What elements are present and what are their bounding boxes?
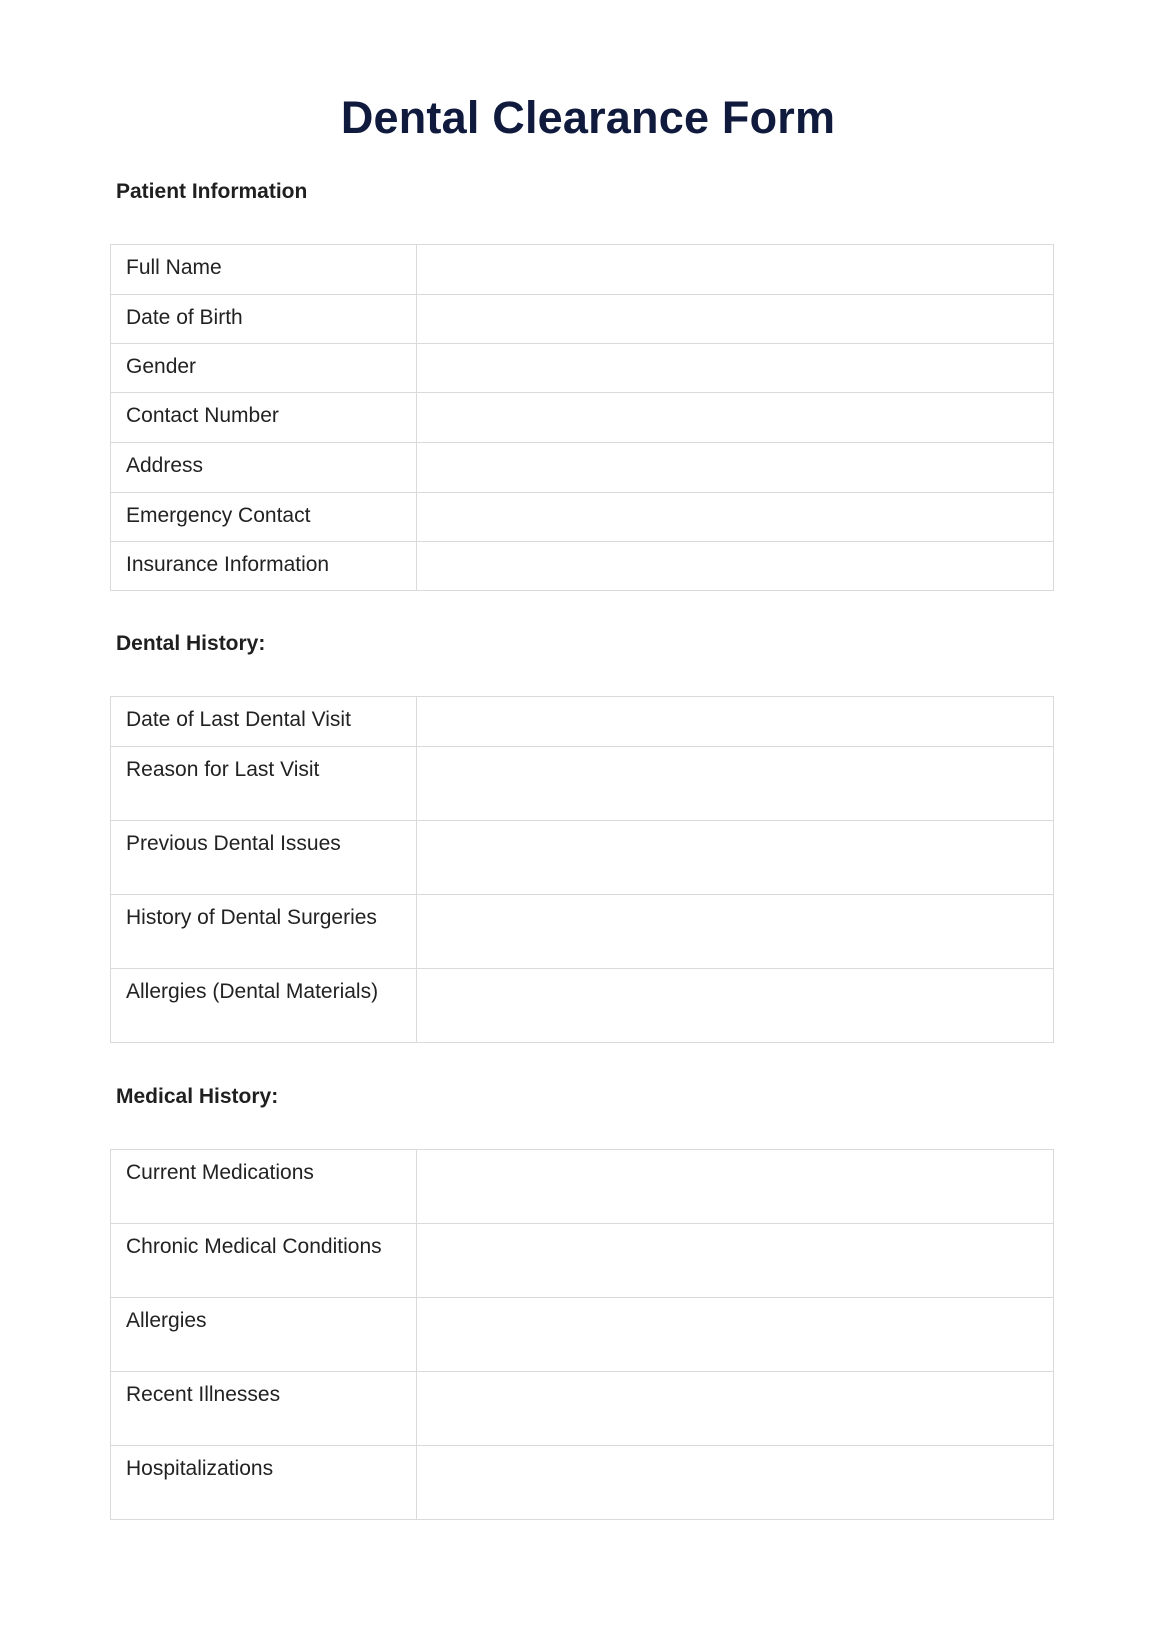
field-label-contact-number: Contact Number [111,393,417,443]
field-input-address[interactable] [417,443,1054,493]
field-input-previous-dental-issues[interactable] [417,821,1054,895]
field-input-gender[interactable] [417,344,1054,393]
field-label-allergies: Allergies [111,1298,417,1372]
table-row [111,1150,1054,1224]
table-row [111,1224,1054,1298]
field-label-address: Address [111,443,417,493]
field-input-date-of-birth[interactable] [417,295,1054,344]
section-heading-medical-history: Medical History: [116,1085,279,1108]
field-label-insurance-information: Insurance Information [111,542,417,591]
table-row [111,747,1054,821]
field-label-emergency-contact: Emergency Contact [111,493,417,542]
field-input-insurance-information[interactable] [417,542,1054,591]
field-input-allergies-dental-materials[interactable] [417,969,1054,1043]
page-title: Dental Clearance Form [340,92,836,143]
table-row [111,969,1054,1043]
field-label-recent-illnesses: Recent Illnesses [111,1372,417,1446]
field-input-hospitalizations[interactable] [417,1446,1054,1520]
table-row [111,493,1054,542]
medical-history-table [110,1149,1054,1520]
field-input-emergency-contact[interactable] [417,493,1054,542]
table-row [111,821,1054,895]
dental-history-table [110,696,1054,1043]
field-label-chronic-medical-conditions: Chronic Medical Conditions [111,1224,417,1298]
table-row [111,697,1054,747]
field-input-contact-number[interactable] [417,393,1054,443]
field-input-current-medications[interactable] [417,1150,1054,1224]
field-label-allergies-dental-materials: Allergies (Dental Materials) [111,969,417,1043]
patient-information-table [110,244,1054,591]
table-row [111,1298,1054,1372]
table-row [111,245,1054,295]
field-label-full-name: Full Name [111,245,417,295]
field-input-allergies[interactable] [417,1298,1054,1372]
field-input-date-of-last-dental-visit[interactable] [417,697,1054,747]
field-input-recent-illnesses[interactable] [417,1372,1054,1446]
field-input-chronic-medical-conditions[interactable] [417,1224,1054,1298]
section-heading-dental-history: Dental History: [116,632,266,655]
field-label-previous-dental-issues: Previous Dental Issues [111,821,417,895]
field-input-reason-for-last-visit[interactable] [417,747,1054,821]
table-row [111,344,1054,393]
table-row [111,295,1054,344]
table-row [111,443,1054,493]
table-row [111,895,1054,969]
section-heading-patient-information: Patient Information [116,180,308,203]
field-input-full-name[interactable] [417,245,1054,295]
table-row [111,1372,1054,1446]
field-label-current-medications: Current Medications [111,1150,417,1224]
field-label-gender: Gender [111,344,417,393]
field-label-hospitalizations: Hospitalizations [111,1446,417,1520]
field-label-reason-for-last-visit: Reason for Last Visit [111,747,417,821]
field-label-date-of-birth: Date of Birth [111,295,417,344]
table-row [111,393,1054,443]
table-row [111,1446,1054,1520]
table-row [111,542,1054,591]
field-label-date-of-last-dental-visit: Date of Last Dental Visit [111,697,417,747]
field-label-history-of-dental-surgeries: History of Dental Surgeries [111,895,417,969]
field-input-history-of-dental-surgeries[interactable] [417,895,1054,969]
